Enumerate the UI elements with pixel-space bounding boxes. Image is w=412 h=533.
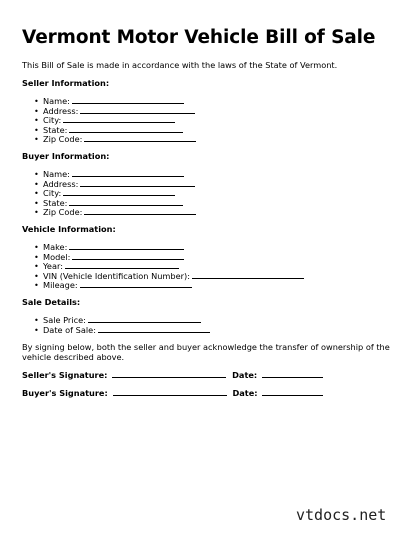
seller-state-field[interactable] — [69, 126, 183, 133]
vehicle-model-item — [34, 253, 392, 263]
buyer-state-item — [34, 199, 392, 209]
field-label: Make: — [43, 242, 68, 252]
vehicle-model-field[interactable] — [72, 253, 184, 260]
vehicle-vin-item — [34, 272, 392, 282]
buyer-section — [22, 151, 392, 218]
field-label: Year: — [43, 261, 63, 272]
intro-text: This Bill of Sale is made in accordance with the laws of the State of Vermont. — [22, 60, 338, 70]
vehicle-make-field[interactable] — [69, 243, 184, 250]
seller-zip-field[interactable] — [84, 135, 196, 142]
footer-watermark: vtdocs.net — [296, 506, 387, 524]
vehicle-mileage-field[interactable] — [80, 281, 192, 288]
vehicle-mileage-item — [34, 281, 392, 291]
sale-date-field[interactable] — [98, 326, 210, 333]
sale-section — [22, 297, 392, 335]
field-label: City: — [43, 115, 62, 126]
seller-section — [22, 78, 392, 145]
seller-date-label: Date: — [232, 370, 258, 380]
seller-signature-label: Seller's Signature: — [22, 370, 108, 380]
field-label: Address: — [43, 105, 79, 116]
field-label: State: — [43, 124, 68, 135]
acknowledgment-text: By signing below, both the seller and buyer acknowledge the transfer of ownership of the vehicle described above. — [22, 342, 390, 362]
buyer-address-item — [34, 180, 392, 190]
buyer-heading: Buyer Information: — [22, 151, 110, 161]
sale-fields — [22, 316, 392, 335]
field-label: Zip Code: — [43, 207, 83, 218]
seller-fields — [22, 97, 392, 145]
vehicle-section — [22, 224, 392, 291]
buyer-name-item — [34, 170, 392, 180]
seller-signature-field[interactable] — [112, 370, 226, 378]
sale-price-field[interactable] — [88, 316, 201, 323]
sale-heading: Sale Details: — [22, 297, 81, 307]
vehicle-year-field[interactable] — [65, 262, 179, 269]
seller-heading: Seller Information: — [22, 78, 110, 88]
seller-city-item — [34, 116, 392, 126]
field-label: Date of Sale: — [43, 324, 96, 335]
seller-state-item — [34, 126, 392, 136]
field-label: Address: — [43, 178, 79, 189]
seller-date-field[interactable] — [262, 370, 323, 378]
sale-date-item — [34, 326, 392, 336]
buyer-date-field[interactable] — [262, 388, 323, 396]
seller-signature-row — [22, 370, 323, 380]
vehicle-vin-field[interactable] — [192, 272, 304, 279]
buyer-city-field[interactable] — [63, 189, 175, 196]
buyer-signature-field[interactable] — [113, 388, 227, 396]
buyer-signature-row — [22, 388, 323, 398]
vehicle-fields — [22, 243, 392, 291]
field-label: Name: — [43, 169, 70, 179]
seller-name-field[interactable] — [72, 97, 184, 104]
field-label: State: — [43, 197, 68, 208]
field-label: City: — [43, 188, 62, 199]
document-title: Vermont Motor Vehicle Bill of Sale — [22, 27, 376, 48]
field-label: Sale Price: — [43, 315, 86, 325]
buyer-zip-field[interactable] — [84, 208, 196, 215]
buyer-name-field[interactable] — [72, 170, 184, 177]
seller-address-field[interactable] — [80, 107, 195, 114]
seller-zip-item — [34, 135, 392, 145]
buyer-fields — [22, 170, 392, 218]
buyer-date-label: Date: — [232, 388, 258, 398]
field-label: Zip Code: — [43, 134, 83, 145]
field-label: Name: — [43, 96, 70, 106]
vehicle-make-item — [34, 243, 392, 253]
buyer-zip-item — [34, 208, 392, 218]
field-label: Model: — [43, 251, 71, 262]
seller-name-item — [34, 97, 392, 107]
vehicle-heading: Vehicle Information: — [22, 224, 116, 234]
field-label: Mileage: — [43, 280, 78, 291]
buyer-state-field[interactable] — [69, 199, 183, 206]
buyer-city-item — [34, 189, 392, 199]
seller-address-item — [34, 107, 392, 117]
field-label: VIN (Vehicle Identification Number): — [43, 270, 190, 281]
seller-city-field[interactable] — [63, 116, 175, 123]
buyer-signature-label: Buyer's Signature: — [22, 388, 108, 398]
buyer-address-field[interactable] — [80, 180, 195, 187]
